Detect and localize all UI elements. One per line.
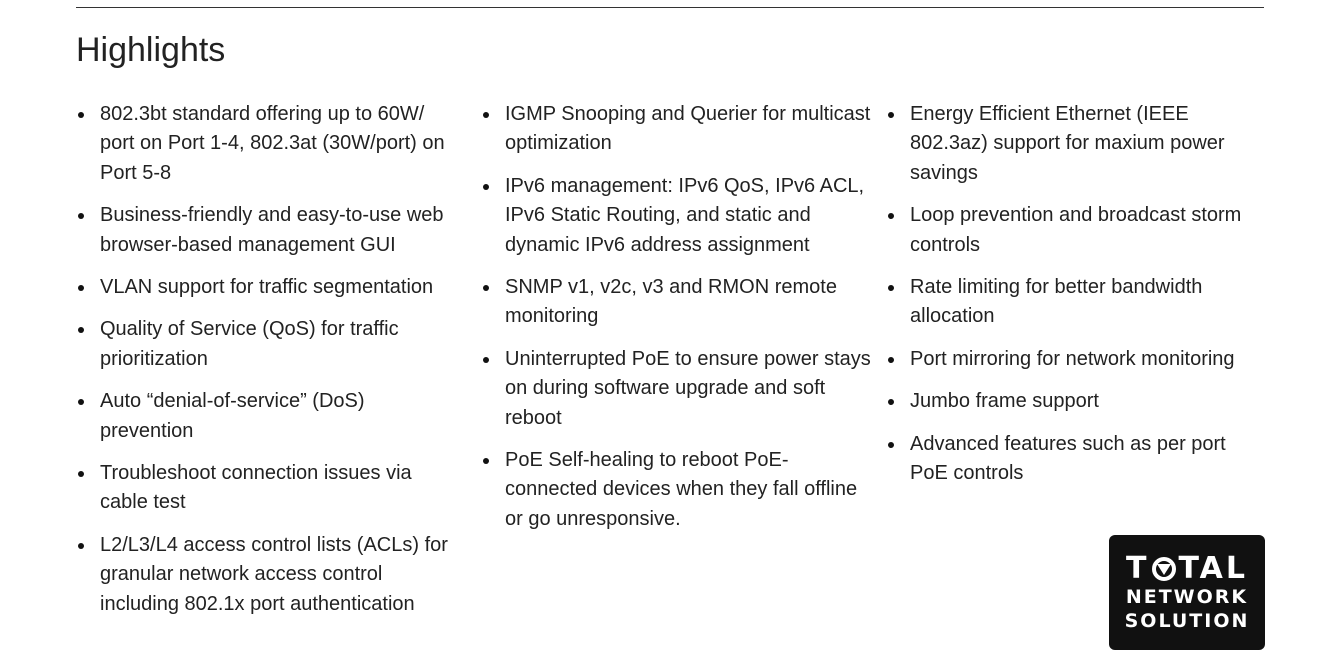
list-item: Business-friendly and easy-to-use web browser-based management GUI xyxy=(76,201,456,260)
list-item: Uninterrupted PoE to ensure power stays on during software upgrade and soft reboot xyxy=(481,345,871,433)
logo-wordmark-solution: SOLUTION xyxy=(1124,609,1250,632)
list-item: Auto “denial-of-service” (DoS) prevention xyxy=(76,387,456,446)
top-divider xyxy=(76,7,1264,8)
highlights-column-1 xyxy=(76,100,456,632)
list-item: L2/L3/L4 access control lists (ACLs) for granular network access control including 802.1x port authentication xyxy=(76,531,456,619)
list-item: Loop prevention and broadcast storm controls xyxy=(886,201,1266,260)
total-network-solution-logo xyxy=(1109,535,1265,650)
page-title: Highlights xyxy=(76,31,226,69)
list-item: Rate limiting for better bandwidth allocation xyxy=(886,273,1266,332)
list-item: Quality of Service (QoS) for traffic prioritization xyxy=(76,315,456,374)
list-item: 802.3bt standard offering up to 60W/ port on Port 1-4, 802.3at (30W/port) on Port 5-8 xyxy=(76,100,456,188)
list-item: Port mirroring for network monitoring xyxy=(886,345,1266,374)
list-item: Advanced features such as per port PoE controls xyxy=(886,430,1266,489)
list-item: SNMP v1, v2c, v3 and RMON remote monitoring xyxy=(481,273,871,332)
list-item: IPv6 management: IPv6 QoS, IPv6 ACL, IPv6 Static Routing, and static and dynamic IPv6 address assignment xyxy=(481,172,871,260)
logo-letters-tal: TAL xyxy=(1178,550,1248,586)
list-item: IGMP Snooping and Querier for multicast optimization xyxy=(481,100,871,159)
list-item: Jumbo frame support xyxy=(886,387,1266,416)
list-item: Energy Efficient Ethernet (IEEE 802.3az) support for maxium power savings xyxy=(886,100,1266,188)
highlights-column-2 xyxy=(481,100,871,547)
list-item: PoE Self-healing to reboot PoE-connected devices when they fall offline or go unresponsive. xyxy=(481,446,871,534)
list-item: VLAN support for traffic segmentation xyxy=(76,273,456,302)
highlights-column-3 xyxy=(886,100,1266,501)
logo-wordmark-total xyxy=(1126,550,1248,586)
logo-wordmark-network: NETWORK xyxy=(1125,585,1249,608)
logo-letter-t: T xyxy=(1126,550,1150,586)
target-o-icon xyxy=(1152,557,1176,581)
list-item: Troubleshoot connection issues via cable test xyxy=(76,459,456,518)
